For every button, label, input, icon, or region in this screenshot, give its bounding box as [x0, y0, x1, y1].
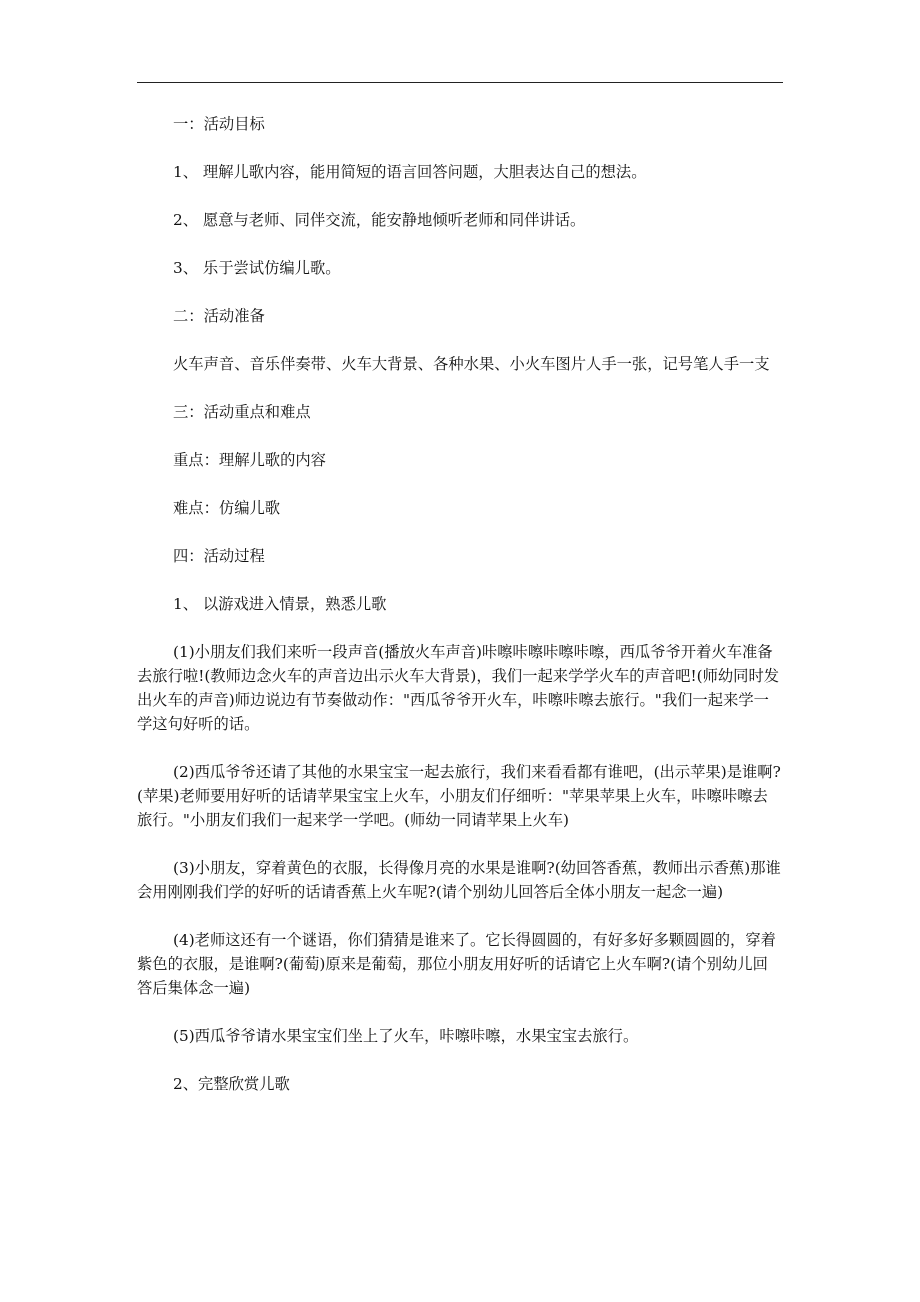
process-paragraph-4: (4)老师这还有一个谜语，你们猜猜是谁来了。它长得圆圆的，有好多好多颗圆圆的，穿着紫色的衣服，是谁啊?(葡萄)原来是葡萄，那位小朋友用好听的话请它上火车啊?(请个别幼儿回答后集体念一遍) — [137, 931, 776, 997]
process-paragraph-5: (5)西瓜爷爷请水果宝宝们坐上了火车，咔嚓咔嚓，水果宝宝去旅行。 — [173, 1027, 639, 1045]
difficult-point: 难点：仿编儿歌 — [173, 499, 281, 517]
goal-item-2: 2、 愿意与老师、同伴交流，能安静地倾听老师和同伴讲话。 — [173, 211, 586, 229]
document-body — [137, 112, 783, 1120]
goal-item-3: 3、 乐于尝试仿编儿歌。 — [173, 259, 341, 277]
process-paragraph-2: (2)西瓜爷爷还请了其他的水果宝宝一起去旅行，我们来看看都有谁吧，(出示苹果)是谁啊?(苹果)老师要用好听的话请苹果宝宝上火车，小朋友们仔细听："苹果苹果上火车，咔嚓咔嚓去旅行。"小朋友们我们一起来学一学吧。(师幼一同请苹果上火车) — [137, 763, 781, 829]
process-paragraph-3: (3)小朋友，穿着黄色的衣服，长得像月亮的水果是谁啊?(幼回答香蕉，教师出示香蕉)那谁会用刚刚我们学的好听的话请香蕉上火车呢?(请个别幼儿回答后全体小朋友一起念一遍) — [137, 859, 781, 901]
process-step-1: 1、 以游戏进入情景，熟悉儿歌 — [173, 595, 387, 613]
header-rule — [137, 82, 783, 83]
heading-goals: 一：活动目标 — [173, 115, 265, 133]
goal-item-1: 1、 理解儿歌内容，能用简短的语言回答问题，大胆表达自己的想法。 — [173, 163, 647, 181]
heading-key-points: 三：活动重点和难点 — [173, 403, 311, 421]
process-step-2: 2、完整欣赏儿歌 — [173, 1075, 290, 1093]
heading-process: 四：活动过程 — [173, 547, 265, 565]
heading-preparation: 二：活动准备 — [173, 307, 265, 325]
key-point: 重点：理解儿歌的内容 — [173, 451, 326, 469]
process-paragraph-1: (1)小朋友们我们来听一段声音(播放火车声音)咔嚓咔嚓咔嚓咔嚓，西瓜爷爷开着火车准备去旅行啦!(教师边念火车的声音边出示火车大背景)，我们一起来学学火车的声音吧!(师幼同时发出火车的声音)师边说边有节奏做动作："西瓜爷爷开火车，咔嚓咔嚓去旅行。"我们一起来学一学这句好听的话。 — [137, 643, 780, 733]
preparation-text: 火车声音、音乐伴奏带、火车大背景、各种水果、小火车图片人手一张，记号笔人手一支 — [173, 355, 770, 373]
